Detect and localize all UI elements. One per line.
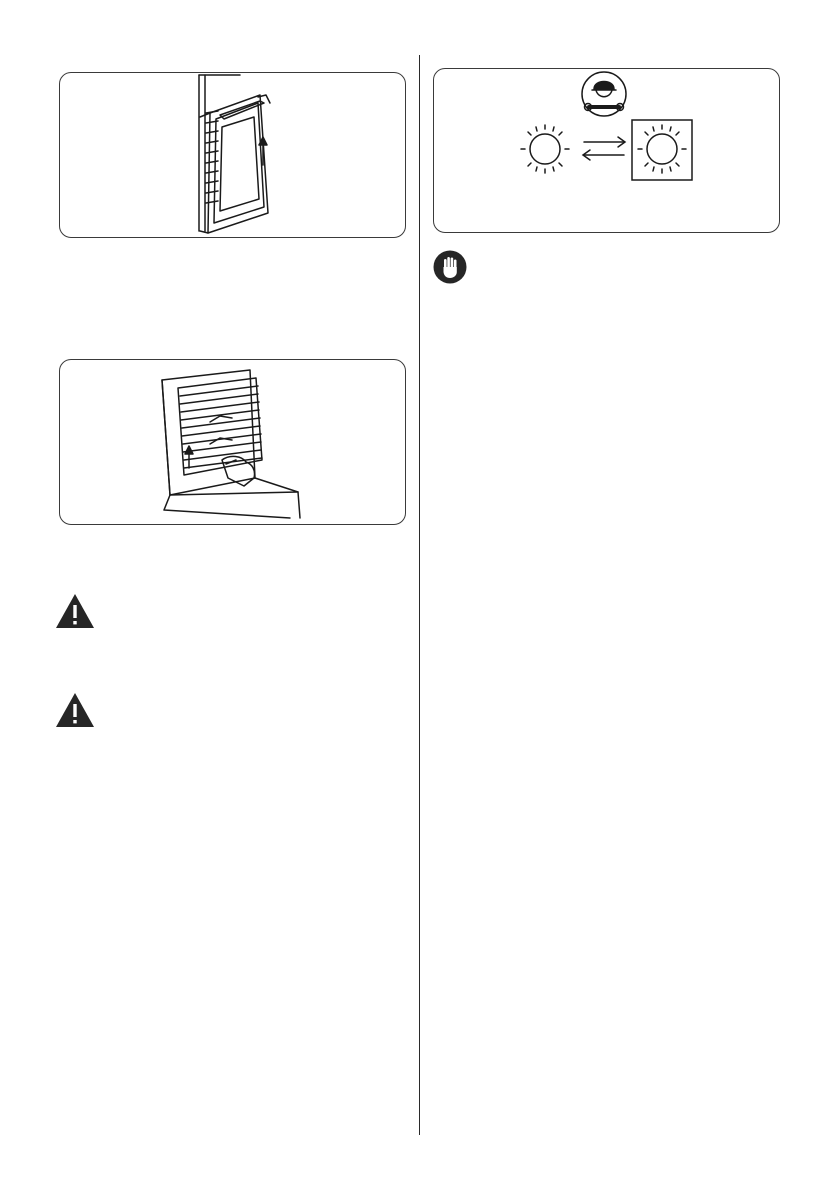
service-technician-lamp-replacement-illustration (434, 69, 779, 232)
oven-door-lift-illustration (60, 73, 405, 237)
warning-triangle-icon (55, 692, 95, 728)
stop-hand-icon (433, 250, 467, 284)
oven-side-rack-removal-illustration (60, 360, 405, 524)
figure-panel-racks (59, 359, 406, 525)
warning-triangle-icon (55, 593, 95, 629)
figure-panel-door (59, 72, 406, 238)
column-divider (419, 55, 420, 1135)
figure-panel-lamp (433, 68, 780, 233)
